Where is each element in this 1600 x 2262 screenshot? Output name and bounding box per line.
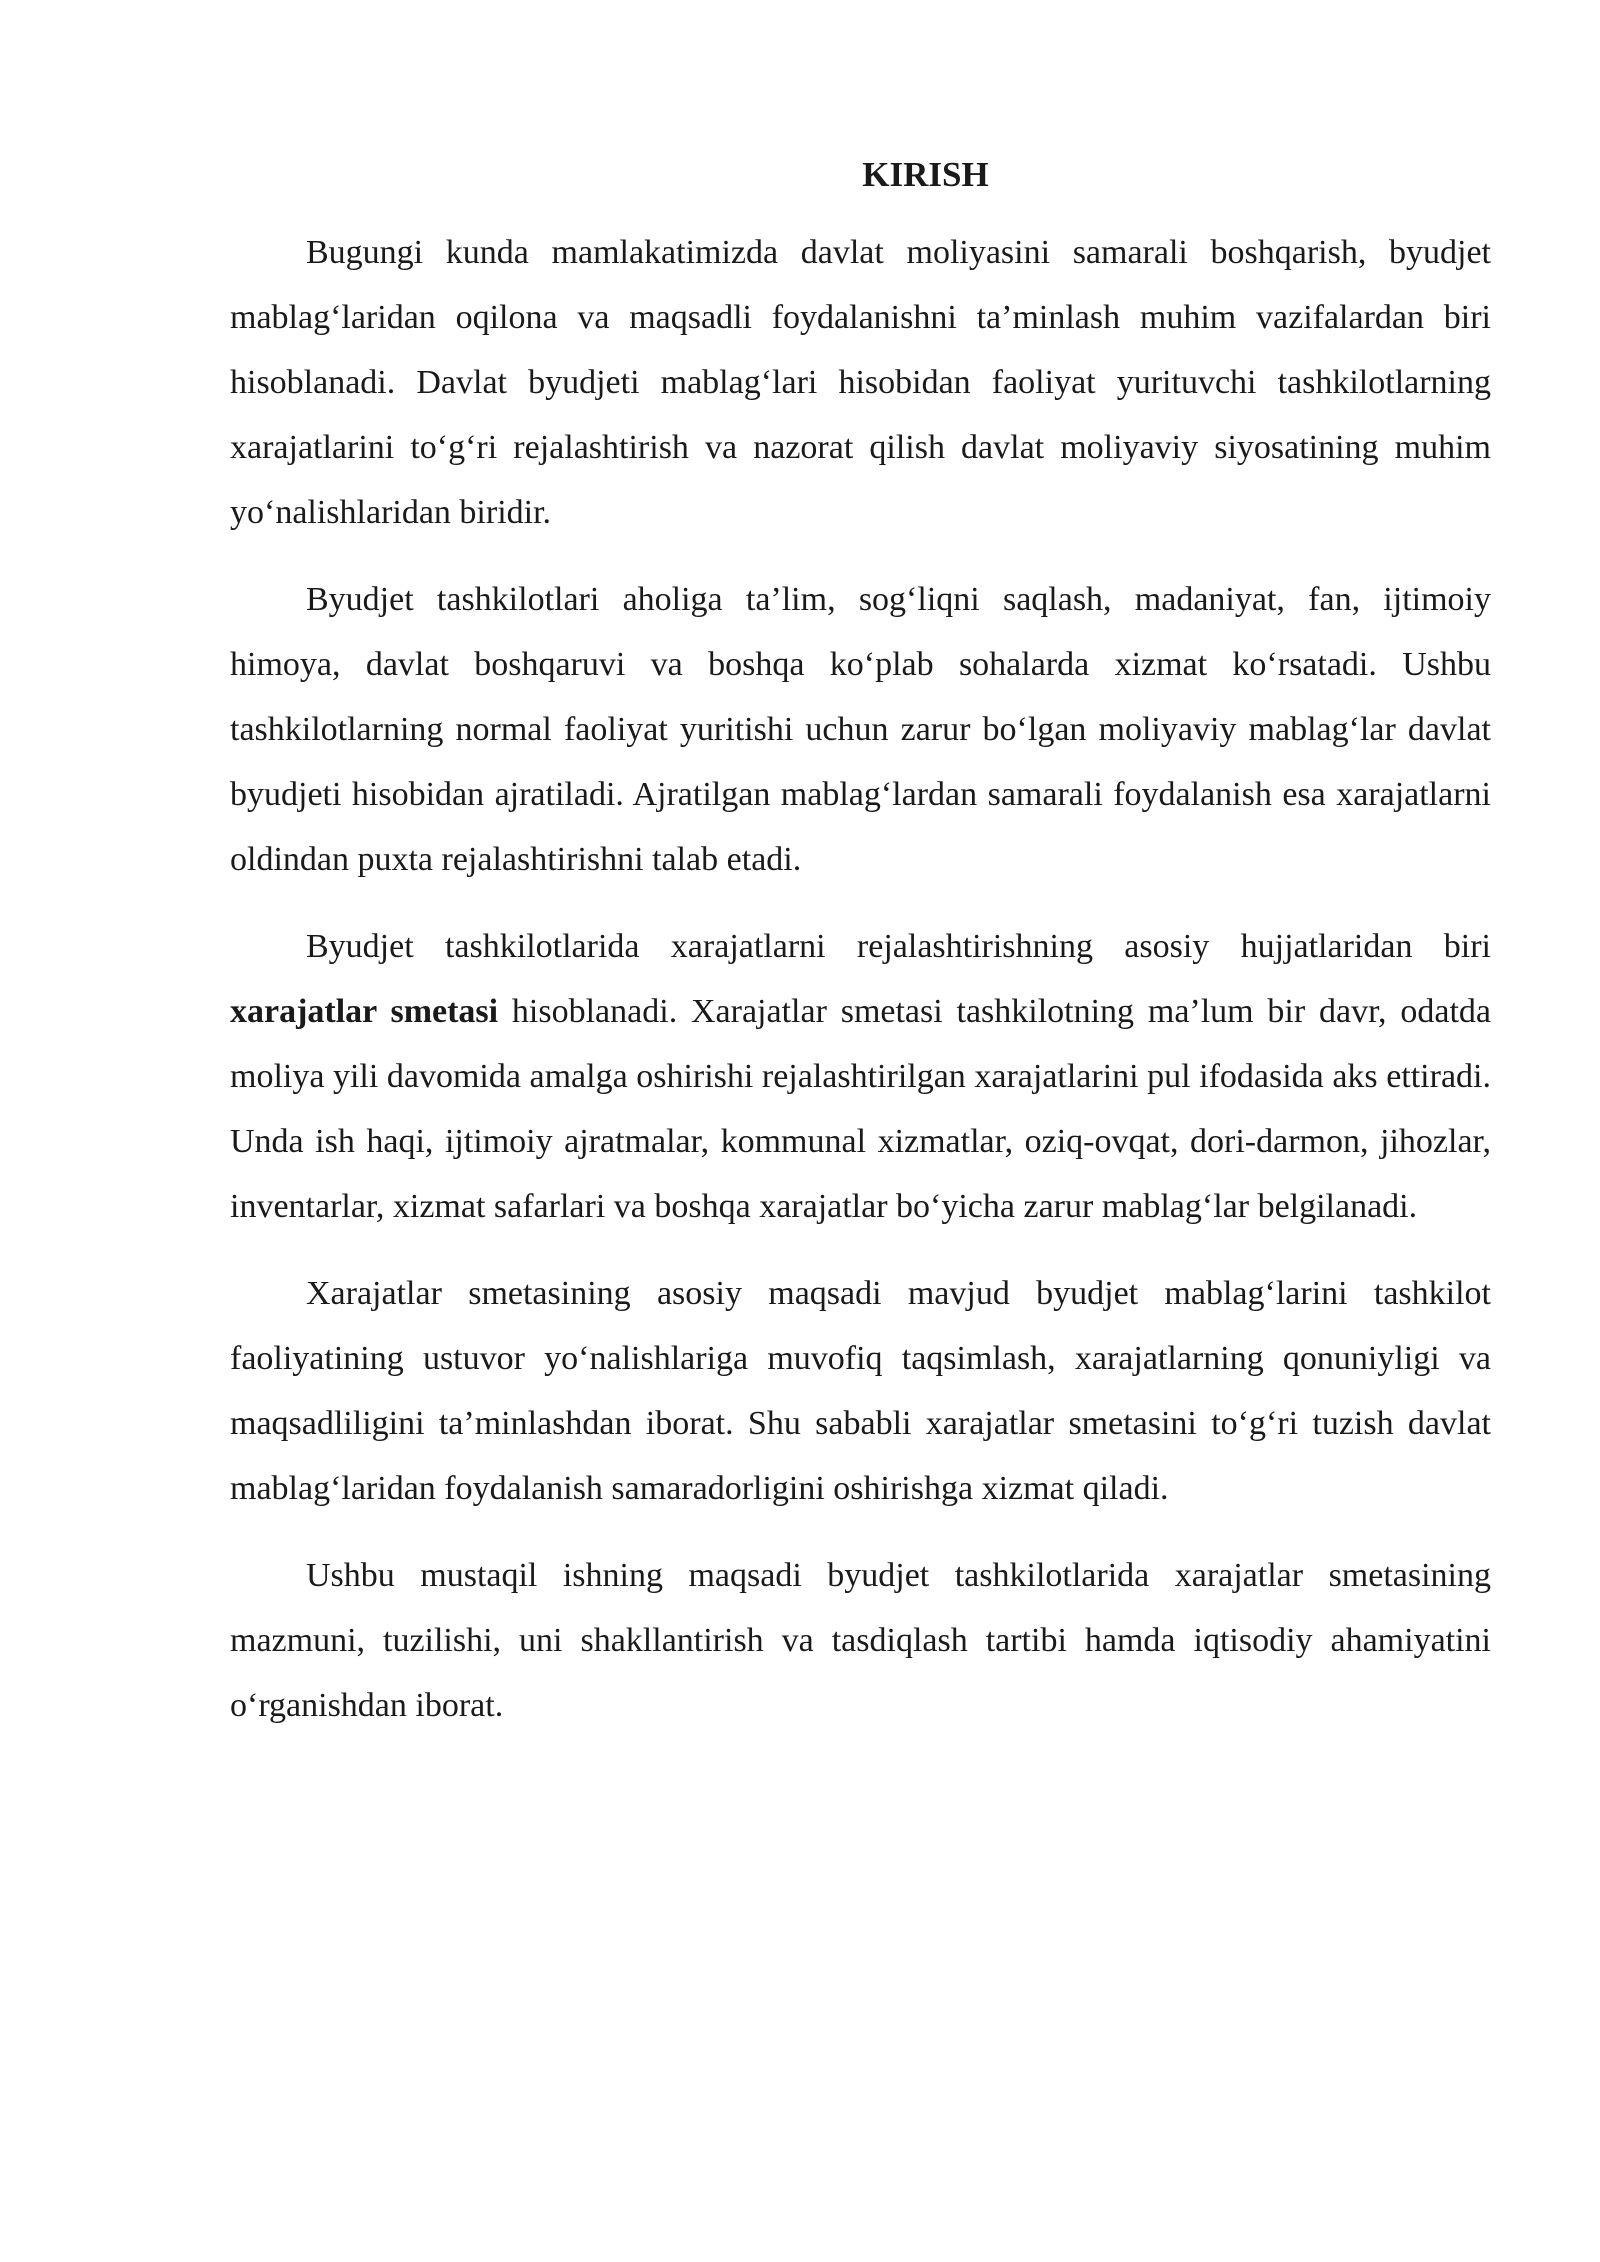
paragraph-2: Byudjet tashkilotlari aholiga ta’lim, sog‘liqni saqlash, madaniyat, fan, ijtimoiy himoya, davlat boshqaruvi va boshqa ko‘plab sohalarda xizmat ko‘rsatadi. Ushbu tashkilotlarning normal faoliyat yuritishi uchun zarur bo‘lgan moliyaviy mablag‘lar davlat byudjeti hisobidan ajratiladi. Ajratilgan mablag‘lardan samarali foydalanish esa xarajatlarni oldindan puxta rejalashtirishni talab etadi. <box>230 581 1491 878</box>
paragraph-3 <box>230 914 1491 1239</box>
paragraph-1: Bugungi kunda mamlakatimizda davlat moliyasini samarali boshqarish, byudjet mablag‘laridan oqilona va maqsadli foydalanishni ta’minlash muhim vazifalardan biri hisoblanadi. Davlat byudjeti mablag‘lari hisobidan faoliyat yurituvchi tashkilotlarning xarajatlarini to‘g‘ri rejalashtirish va nazorat qilish davlat moliyaviy siyosatining muhim yo‘nalishlaridan biridir. <box>230 234 1491 531</box>
emphasis-term: xarajatlar smetasi <box>230 993 499 1030</box>
paragraph-4: Xarajatlar smetasining asosiy maqsadi mavjud byudjet mablag‘larini tashkilot faoliyatining ustuvor yo‘nalishlariga muvofiq taqsimlash, xarajatlarning qonuniyligi va maqsadliligini ta’minlashdan iborat. Shu sababli xarajatlar smetasini to‘g‘ri tuzish davlat mablag‘laridan foydalanish samaradorligini oshirishga xizmat qiladi. <box>230 1275 1491 1507</box>
paragraph-3-lead: Byudjet tashkilotlarida xarajatlarni rejalashtirishning asosiy hujjatlaridan biri <box>306 928 1491 965</box>
paragraph-3-rest: hisoblanadi. Xarajatlar smetasi tashkilotning ma’lum bir davr, odatda moliya yili davomida amalga oshirishi rejalashtirilgan xarajatlarini pul ifodasida aks ettiradi. Unda ish haqi, ijtimoiy ajratmalar, kommunal xizmatlar, oziq-ovqat, dori-darmon, jihozlar, inventarlar, xizmat safarlari va boshqa xarajatlar bo‘yicha zarur mablag‘lar belgilanadi. <box>230 993 1492 1225</box>
document-body <box>230 150 1491 1760</box>
page-title: KIRISH <box>862 155 989 194</box>
paragraph-5: Ushbu mustaqil ishning maqsadi byudjet tashkilotlarida xarajatlar smetasining mazmuni, tuzilishi, uni shakllantirish va tasdiqlash tartibi hamda iqtisodiy ahamiyatini o‘rganishdan iborat. <box>230 1557 1491 1724</box>
